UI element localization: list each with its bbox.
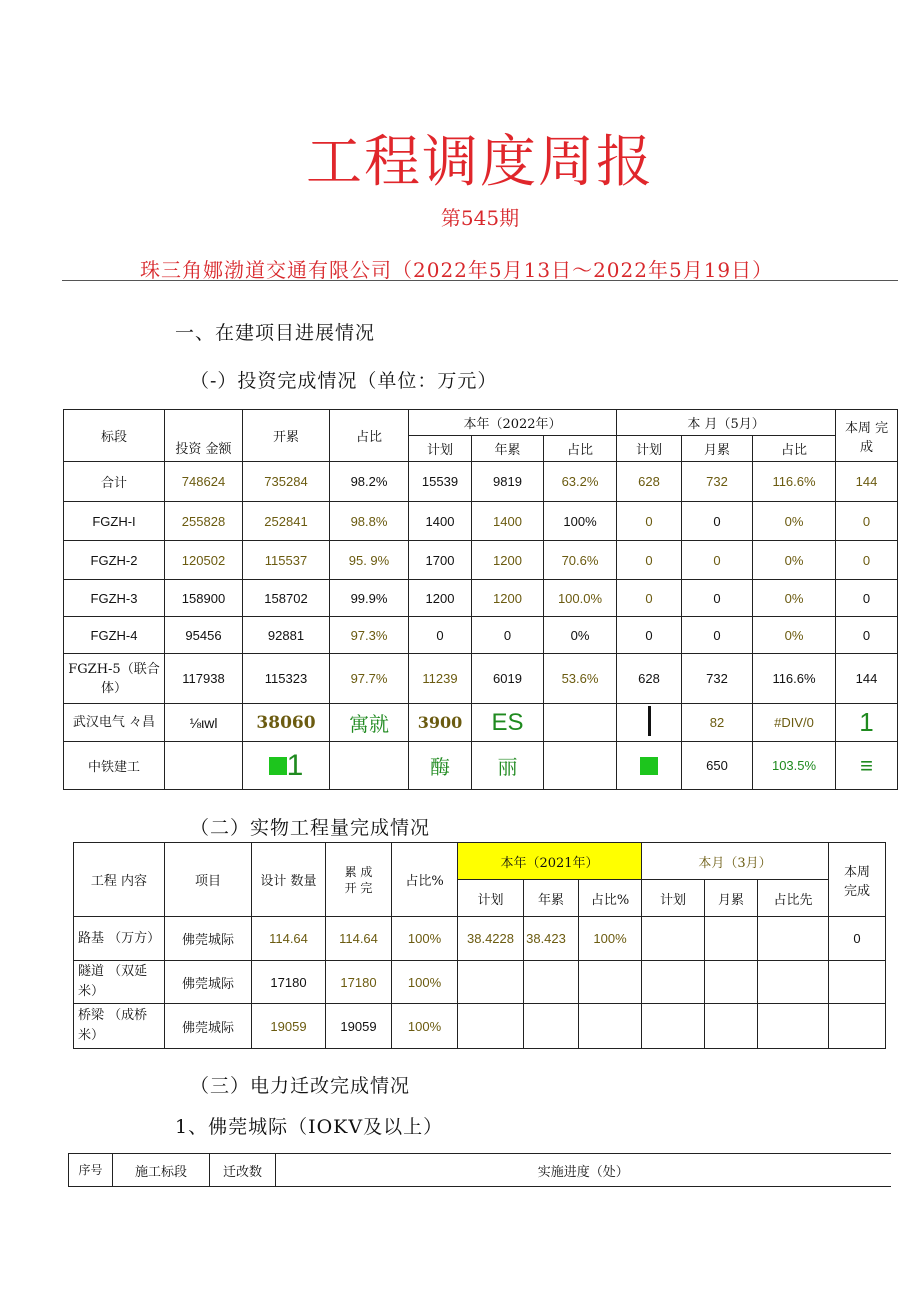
col-header-year-ratio: 占比: [544, 436, 617, 462]
table-row: FGZH-3 158900 158702 99.9% 1200 1200 100.0% 0 0 0% 0: [64, 580, 898, 617]
table-row: 隧道 （双延米） 佛莞城际 17180 17180 100%: [74, 961, 886, 1004]
section-heading-quantity: （二）实物工程量完成情况: [190, 817, 431, 839]
col-header-month-ratio: 占比: [753, 436, 836, 462]
col-header-progress: 实施进度（处）: [276, 1154, 891, 1187]
col-header-month-plan: 计划: [642, 880, 705, 917]
col-header-section: 施工标段: [113, 1154, 210, 1187]
col-header-cumulative: 累 成 开 完: [326, 843, 392, 917]
investment-table: [63, 409, 898, 790]
col-header-week: 本周 完成: [829, 843, 886, 917]
quantity-table: [73, 842, 886, 1049]
table-row: 路基 （万方） 佛莞城际 114.64 114.64 100% 38.4228 38.423 100% 0: [74, 917, 886, 961]
section-heading-power-sub: 1、佛莞城际（IOKV及以上）: [175, 1116, 444, 1138]
col-header-content: 工程 内容: [74, 843, 165, 917]
company-and-period: 珠三角娜渤道交通有限公司（2022年5月13日～2022年5月19日）: [140, 258, 774, 282]
vertical-bar-mark: [648, 706, 651, 736]
table-row: 中铁建工 1 酶 丽 650 103.5% ≡: [64, 742, 898, 790]
col-header-item: 项目: [165, 843, 252, 917]
col-header-year-plan: 计划: [409, 436, 472, 462]
section-heading-power: （三）电力迁改完成情况: [190, 1075, 411, 1097]
table-row: FGZH-I 255828 252841 98.8% 1400 1400 100% 0 0 0% 0: [64, 502, 898, 541]
col-header-year: 本年（2021年）: [458, 843, 642, 880]
section-heading-investment: （-）投资完成情况（单位：万元）: [190, 370, 498, 392]
header-divider: [62, 280, 898, 281]
col-header-ratio: 占比: [330, 410, 409, 462]
col-header-week: 本周 完成: [836, 410, 898, 462]
col-header-year-plan: 计划: [458, 880, 524, 917]
issue-number: 第545期: [440, 206, 520, 230]
table-row: 合计 748624 735284 98.2% 15539 9819 63.2% 628 732 116.6% 144: [64, 462, 898, 502]
col-header-month-cum: 月累: [682, 436, 753, 462]
col-header-month-ratio: 占比先: [758, 880, 829, 917]
section-heading-1: 一、在建项目进展情况: [175, 322, 376, 344]
table-row: FGZH-4 95456 92881 97.3% 0 0 0% 0 0 0% 0: [64, 617, 898, 654]
col-header-year-ratio: 占比%: [579, 880, 642, 917]
green-block-mark: [640, 757, 658, 775]
table-row: 武汉电气 々昌 ⅛ιwl 38060 寓就 3900 ES 82 #DIV/0 1: [64, 704, 898, 742]
green-block-mark: [269, 757, 287, 775]
col-header-month-cum: 月累: [705, 880, 758, 917]
col-header-ratio: 占比%: [392, 843, 458, 917]
col-header-month: 本月（3月）: [642, 843, 829, 880]
report-title: 工程调度周报: [306, 130, 654, 195]
col-header-year: 本年（2022年）: [409, 410, 617, 436]
col-header-count: 迁改数: [210, 1154, 276, 1187]
col-header-design: 设计 数量: [252, 843, 326, 917]
col-header-year-cum: 年累: [472, 436, 544, 462]
power-table: [68, 1153, 891, 1187]
table-row: FGZH-2 120502 115537 95. 9% 1700 1200 70.6% 0 0 0% 0: [64, 541, 898, 580]
col-header-year-cum: 年累: [524, 880, 579, 917]
col-header-section: 标段: [64, 410, 165, 462]
table-row: FGZH-5（联合体） 117938 115323 97.7% 11239 6019 53.6% 628 732 116.6% 144: [64, 654, 898, 704]
table-row: 桥梁 （成桥米） 佛莞城际 19059 19059 100%: [74, 1004, 886, 1049]
col-header-amount: 投资 金额: [165, 410, 243, 462]
col-header-cumulative: 开累: [243, 410, 330, 462]
col-header-month: 本 月（5月）: [617, 410, 836, 436]
col-header-month-plan: 计划: [617, 436, 682, 462]
col-header-no: 序号: [69, 1154, 113, 1187]
